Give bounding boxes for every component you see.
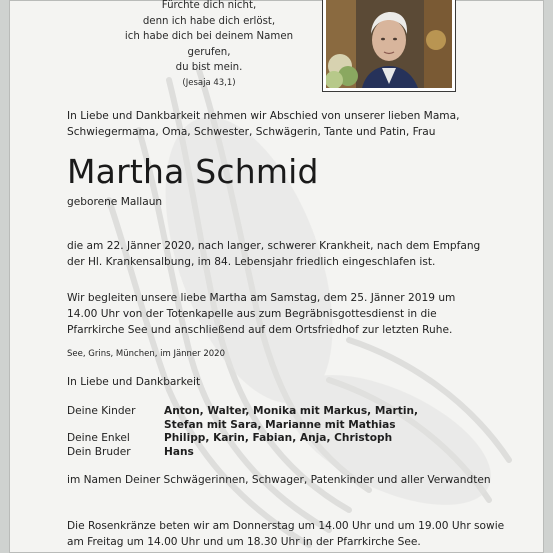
death-notice [67,238,480,270]
bible-verse [109,0,309,91]
rosary-line: am Freitag um 14.00 Uhr und um 18.30 Uhr in der Pfarrkirche See. [67,536,421,548]
family-names-line: Stefan mit Sara, Marianne mit Mathias [164,419,396,431]
family-names [164,431,392,445]
family-row-brother [67,445,194,459]
intro-line: Schwiegermama, Oma, Schwester, Schwägerin, Tante und Patin, Frau [67,126,436,138]
family-label: Dein Bruder [67,446,131,458]
family-label: Deine Kinder [67,405,136,417]
closing-line: In Liebe und Dankbarkeit [67,376,201,388]
family-row-children [67,404,418,432]
obituary-card [9,0,544,553]
funeral-line: Pfarrkirche See und anschließend auf dem Ortsfriedhof zur letzten Ruhe. [67,324,453,336]
family-names-line: Hans [164,446,194,458]
funeral-line: Wir begleiten unsere liebe Martha am Samstag, dem 25. Jänner 2019 um [67,292,456,304]
family-names [164,445,194,459]
intro-text [67,108,460,140]
family-label: Deine Enkel [67,432,130,444]
family-names-line: Anton, Walter, Monika mit Markus, Martin, [164,405,419,417]
intro-line: In Liebe und Dankbarkeit nehmen wir Abschied von unserer lieben Mama, [67,110,460,122]
deceased-name: Martha Schmid [67,152,319,191]
verse-line: gerufen, [187,46,231,58]
rosary-line: Die Rosenkränze beten wir am Donnerstag um 14.00 Uhr und um 19.00 Uhr sowie [67,520,505,532]
funeral-line: 14.00 Uhr von der Totenkapelle aus zum Begräbnisgottesdienst in die [67,308,437,320]
funeral-notice [67,290,455,338]
death-notice-line: die am 22. Jänner 2020, nach langer, schwerer Krankheit, nach dem Empfang [67,240,481,252]
verse-reference: (Jesaja 43,1) [182,77,236,88]
verse-line: du bist mein. [175,62,243,73]
place-date: See, Grins, München, im Jänner 2020 [67,349,226,359]
relatives-line: im Namen Deiner Schwägerinnen, Schwager, Patenkinder und aller Verwandten [67,474,491,486]
portrait-photo [322,0,456,92]
portrait-image [326,0,452,88]
verse-line: denn ich habe dich erlöst, [142,15,276,27]
death-notice-line: der Hl. Krankensalbung, im 84. Lebensjahr friedlich eingeschlafen ist. [67,256,436,268]
family-row-grandchildren [67,431,392,445]
family-names [164,404,418,432]
verse-line: Fürchte dich nicht, [161,0,257,11]
rosary-notice [67,518,504,550]
maiden-name: geborene Mallaun [67,196,163,208]
family-names-line: Philipp, Karin, Fabian, Anja, Christoph [164,432,393,444]
verse-line: ich habe dich bei deinem Namen [124,31,294,42]
